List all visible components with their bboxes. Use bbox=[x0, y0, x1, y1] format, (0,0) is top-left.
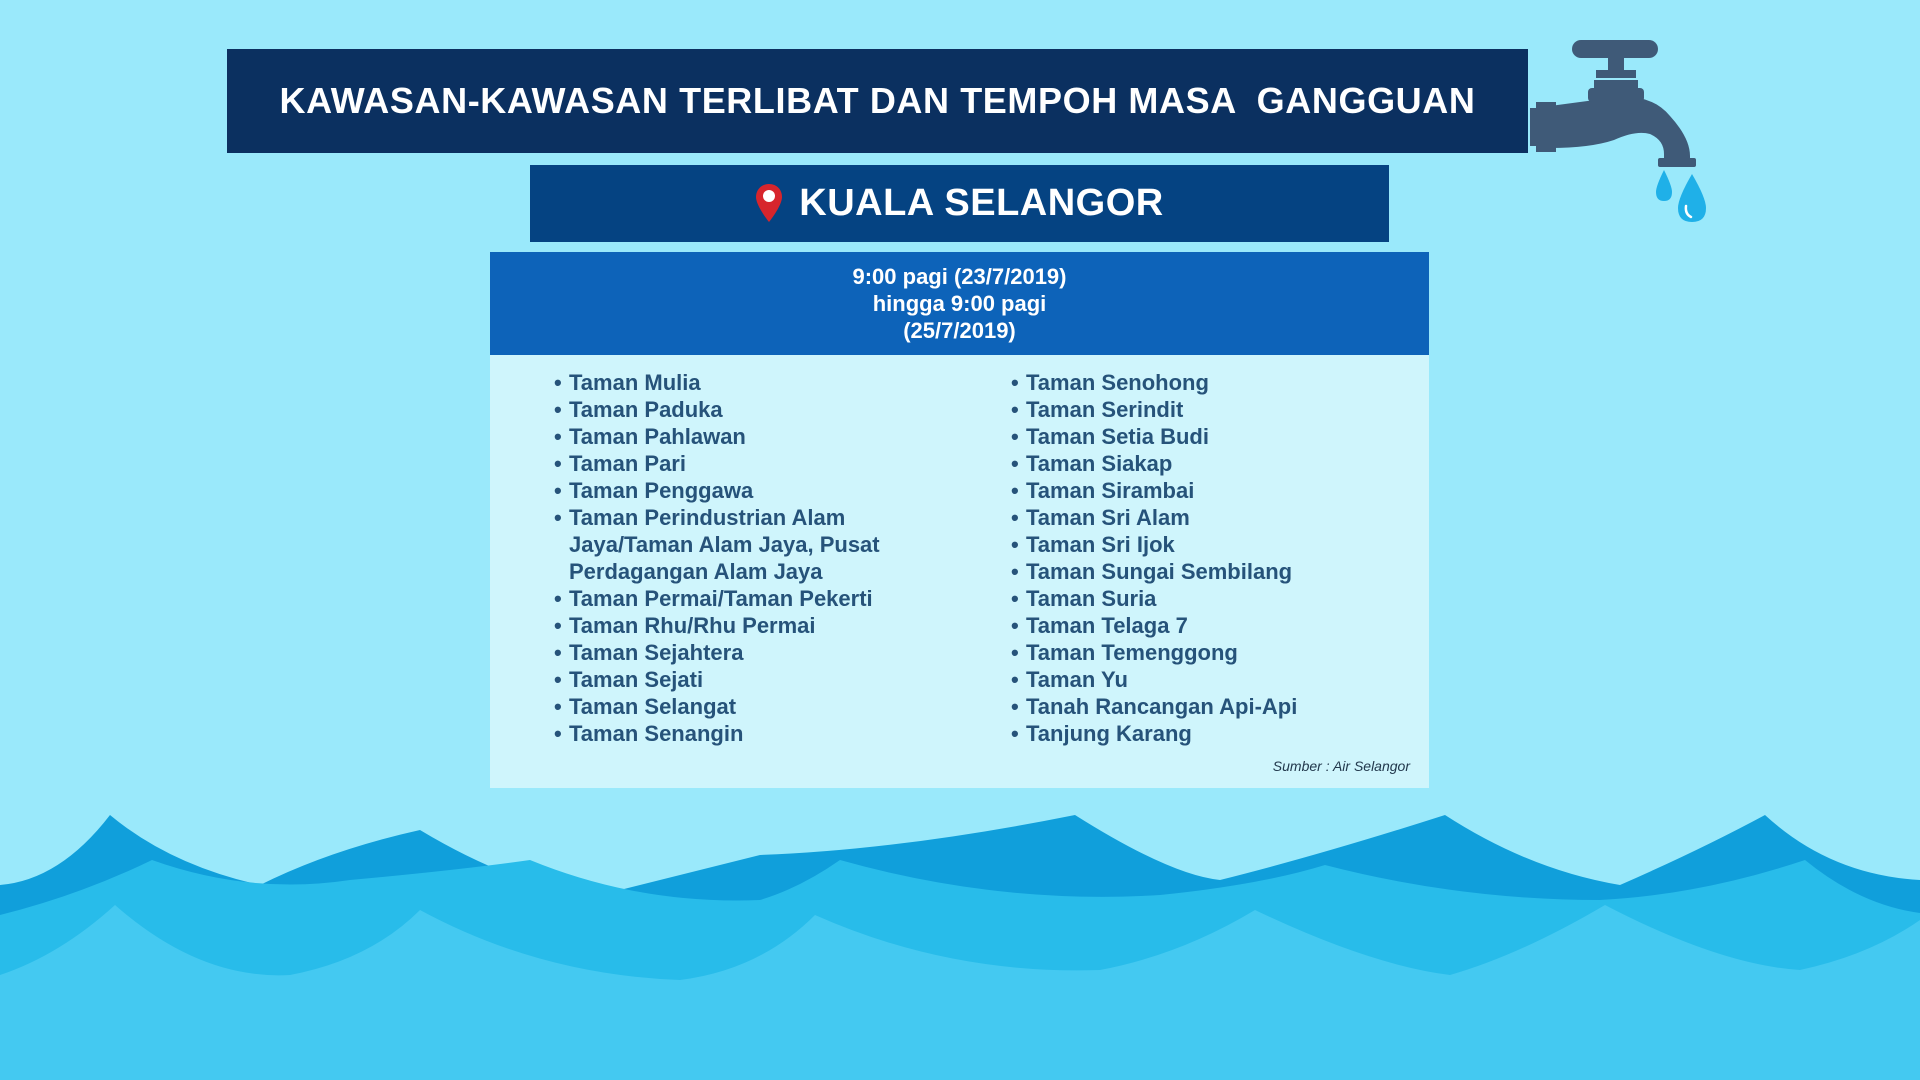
list-item: • Taman Serindit bbox=[1011, 396, 1411, 423]
list-item: • Taman Sri Ijok bbox=[1011, 531, 1411, 558]
list-item: • Taman Pahlawan bbox=[554, 423, 954, 450]
period-connector: hingga 9:00 pagi bbox=[872, 291, 1047, 316]
affected-areas-list-left bbox=[554, 369, 954, 747]
affected-areas-panel bbox=[490, 355, 1429, 788]
location-name: KUALA SELANGOR bbox=[799, 182, 1164, 224]
list-item: • Taman Sejati bbox=[554, 666, 954, 693]
list-item: • Taman Siakap bbox=[1011, 450, 1411, 477]
water-faucet-icon bbox=[1530, 36, 1710, 226]
water-waves-decoration bbox=[0, 780, 1920, 1080]
list-item: • Taman Sungai Sembilang bbox=[1011, 558, 1411, 585]
list-item: • Taman Permai/Taman Pekerti bbox=[554, 585, 954, 612]
list-item: • Tanah Rancangan Api-Api bbox=[1011, 693, 1411, 720]
list-item: • Taman Senohong bbox=[1011, 369, 1411, 396]
list-item: • Taman Sirambai bbox=[1011, 477, 1411, 504]
list-item: • Taman Temenggong bbox=[1011, 639, 1411, 666]
list-item: • Taman Setia Budi bbox=[1011, 423, 1411, 450]
list-item: • Taman Telaga 7 bbox=[1011, 612, 1411, 639]
list-item: • Taman Yu bbox=[1011, 666, 1411, 693]
list-item: • Taman Paduka bbox=[554, 396, 954, 423]
disruption-period bbox=[490, 252, 1429, 355]
list-item: • Taman Penggawa bbox=[554, 477, 954, 504]
list-item: • Taman Pari bbox=[554, 450, 954, 477]
list-item: • Taman Sri Alam bbox=[1011, 504, 1411, 531]
location-header bbox=[530, 165, 1389, 242]
list-item: • Taman Rhu/Rhu Permai bbox=[554, 612, 954, 639]
list-item: • Taman Suria bbox=[1011, 585, 1411, 612]
list-item: • Tanjung Karang bbox=[1011, 720, 1411, 747]
affected-areas-list-right bbox=[1011, 369, 1411, 747]
list-item: • Taman Sejahtera bbox=[554, 639, 954, 666]
page-title: KAWASAN-KAWASAN TERLIBAT DAN TEMPOH MASA GANGGUAN bbox=[227, 49, 1528, 153]
source-credit: Sumber : Air Selangor bbox=[1272, 758, 1410, 774]
period-end: (25/7/2019) bbox=[903, 318, 1016, 343]
period-start: 9:00 pagi (23/7/2019) bbox=[852, 264, 1067, 289]
list-item: • Taman Mulia bbox=[554, 369, 954, 396]
location-pin-icon bbox=[755, 183, 783, 223]
list-item: • Taman Perindustrian Alam Jaya/Taman Alam Jaya, Pusat Perdagangan Alam Jaya bbox=[554, 504, 899, 585]
list-item: • Taman Selangat bbox=[554, 693, 954, 720]
list-item: • Taman Senangin bbox=[554, 720, 954, 747]
